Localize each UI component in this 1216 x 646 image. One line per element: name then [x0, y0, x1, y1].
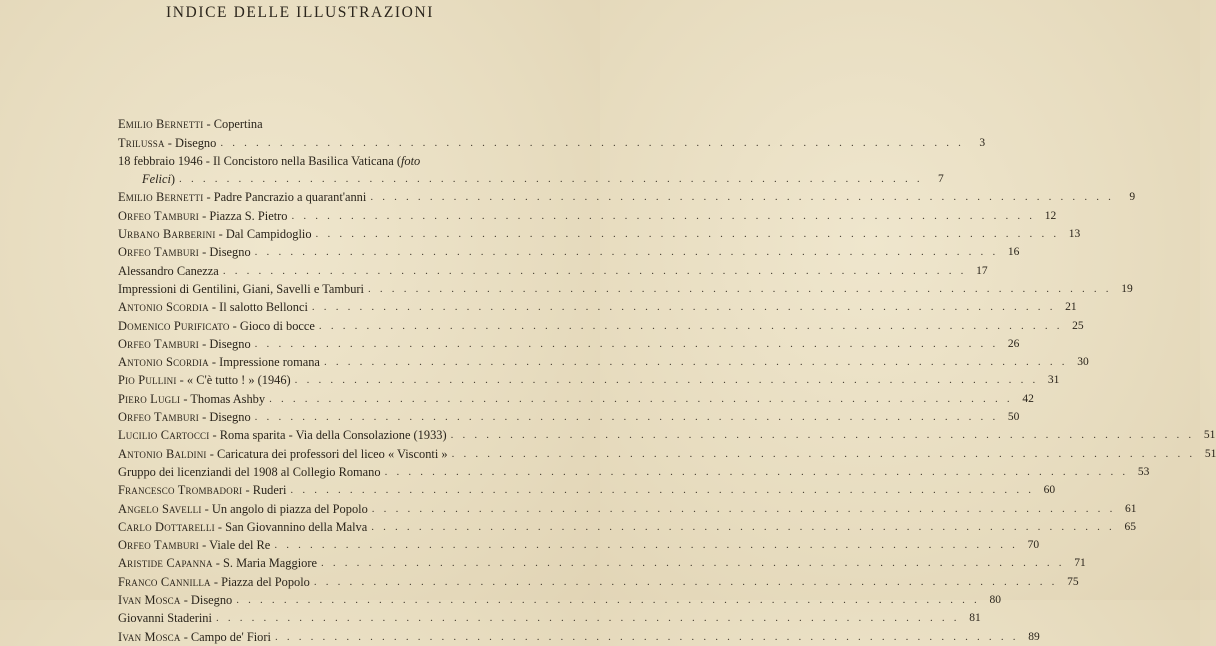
entry-author: Carlo Dottarelli [118, 519, 215, 534]
entry-author: Trilussa [118, 135, 165, 150]
entry-author: Domenico Purificato [118, 318, 230, 333]
entry-title-italic: foto [400, 153, 421, 168]
entry-text [118, 225, 312, 243]
leader-dots [451, 426, 1195, 444]
entry-separator: - [199, 208, 210, 223]
entry-separator: - [203, 117, 214, 132]
index-entry [118, 225, 1081, 243]
entry-author: Ivan Mosca [118, 593, 181, 608]
index-entry [118, 518, 1136, 536]
index-entry [118, 316, 1084, 334]
entry-author: Orfeo Tamburi [118, 208, 200, 223]
entry-separator: - [180, 593, 191, 608]
index-entry [118, 389, 1034, 407]
page-number: 65 [1124, 520, 1136, 533]
leader-dots [316, 225, 1060, 243]
entry-title: Giovanni Staderini [118, 611, 212, 626]
page-number: 70 [1027, 539, 1040, 552]
entry-text [118, 518, 367, 536]
entry-text [118, 243, 251, 261]
entry-text [118, 170, 175, 188]
page-number: 51 [1203, 429, 1216, 442]
entry-separator: - [176, 373, 187, 388]
entry-separator: - [164, 135, 176, 150]
entry-author: Francesco Trombadori [118, 483, 243, 498]
entry-text [118, 536, 270, 554]
page-title: INDICE DELLE ILLUSTRAZIONI [165, 4, 435, 21]
entry-separator: - [199, 538, 210, 553]
entry-title: Thomas Ashby [190, 391, 266, 406]
leader-dots [368, 280, 1112, 298]
entry-text [118, 335, 251, 353]
entry-text [118, 353, 320, 371]
entry-separator: - [214, 519, 226, 534]
page-number: 75 [1067, 575, 1079, 588]
entry-author: Angelo Savelli [118, 501, 202, 516]
entry-text [118, 115, 263, 133]
leader-dots [220, 134, 964, 152]
entry-title: Gruppo dei licenziandi del 1908 al Collegio Romano [118, 464, 381, 479]
index-entry [118, 206, 1057, 224]
leader-dots [255, 335, 999, 353]
entry-text [118, 317, 315, 335]
entry-text [118, 188, 366, 206]
entry-title: Roma sparita - Via della Consolazione (1933) [219, 428, 447, 443]
leader-dots [372, 500, 1116, 518]
entry-author: Ivan Mosca [118, 629, 181, 644]
entry-author: Orfeo Tamburi [118, 410, 200, 425]
entry-text [118, 262, 219, 280]
leader-dots [255, 408, 999, 426]
page-number: 17 [976, 264, 988, 277]
entry-separator: - [208, 300, 220, 315]
entry-separator: - [199, 410, 210, 425]
entry-text [118, 463, 381, 481]
page-number: 81 [969, 612, 981, 625]
entry-text [118, 152, 420, 170]
entry-text [118, 280, 364, 298]
page-number: 89 [1028, 630, 1040, 643]
page-number: 31 [1047, 374, 1060, 387]
leader-dots [255, 243, 999, 261]
entry-title: Alessandro Canezza [118, 263, 219, 278]
index-entry [118, 280, 1133, 298]
entry-separator: - [180, 391, 191, 406]
leader-dots [275, 628, 1019, 646]
leader-dots [370, 188, 1114, 206]
entry-title: « C'è tutto ! » (1946) [186, 373, 291, 388]
entry-title: Piazza S. Pietro [209, 208, 288, 223]
page-number: 19 [1121, 282, 1133, 295]
page-number: 3 [979, 136, 986, 149]
index-entry [118, 133, 986, 151]
entry-separator: - [209, 428, 220, 443]
entry-author: Orfeo Tamburi [118, 538, 200, 553]
leader-dots [291, 207, 1035, 225]
index-entry [118, 481, 1056, 499]
page-number: 51 [1204, 447, 1216, 460]
entry-text [118, 390, 265, 408]
entry-text [118, 609, 212, 627]
entry-separator: - [199, 336, 210, 351]
entry-text [118, 371, 291, 389]
page-number: 25 [1072, 319, 1084, 332]
entry-author: Antonio Scordia [118, 300, 209, 315]
index-entry [118, 591, 1001, 609]
illustrations-index [118, 115, 1216, 646]
entry-author: Emilio Bernetti [118, 117, 204, 132]
entry-text [118, 628, 271, 646]
page-number: 21 [1065, 301, 1077, 314]
page-number: 9 [1129, 191, 1136, 204]
entry-title: Un angolo di piazza del Popolo [211, 501, 368, 516]
entry-title: Viale del Re [209, 538, 271, 553]
index-entry [118, 353, 1089, 371]
entry-author: Aristide Capanna [118, 556, 213, 571]
entry-title: Disegno [209, 410, 251, 425]
entry-title: Disegno [175, 135, 217, 150]
page-number: 12 [1044, 209, 1057, 222]
entry-title: S. Maria Maggiore [223, 556, 317, 571]
entry-title: Copertina [213, 117, 263, 132]
entry-text [118, 134, 216, 152]
leader-dots [269, 390, 1013, 408]
index-entry [118, 152, 488, 170]
entry-separator: - [203, 190, 214, 205]
leader-dots [223, 262, 967, 280]
leader-dots [321, 554, 1065, 572]
entry-separator: - [199, 245, 210, 260]
index-entry [118, 261, 988, 279]
entry-separator: - [215, 227, 226, 242]
entry-title: Impressione romana [219, 355, 320, 370]
index-entry [118, 627, 1040, 645]
index-entry [118, 463, 1150, 481]
index-entry [118, 444, 1216, 462]
entry-author: Pio Pullini [118, 373, 177, 388]
page-number: 42 [1022, 392, 1034, 405]
index-entry [118, 243, 1020, 261]
index-entry [118, 298, 1077, 316]
entry-title-italic: Felici [142, 172, 171, 187]
entry-author: Piero Lugli [118, 391, 181, 406]
entry-title: 18 febbraio 1946 - Il Concistoro nella Basilica Vaticana ( [118, 153, 401, 168]
entry-text [118, 426, 447, 444]
leader-dots [312, 298, 1056, 316]
entry-separator: - [180, 629, 191, 644]
index-entry [118, 554, 1086, 572]
leader-dots [385, 463, 1129, 481]
leader-dots [319, 317, 1063, 335]
entry-title: Padre Pancrazio a quarant'anni [213, 190, 367, 205]
entry-title: Disegno [190, 593, 233, 608]
entry-text [118, 298, 308, 316]
leader-dots [216, 609, 960, 627]
page-number: 53 [1137, 465, 1150, 478]
index-entry [118, 426, 1216, 444]
entry-title: San Giovannino della Malva [225, 519, 368, 534]
entry-text [118, 554, 317, 572]
page-number: 7 [938, 173, 944, 186]
page-number: 16 [1007, 246, 1020, 259]
leader-dots [179, 170, 923, 188]
index-entry [118, 408, 1020, 426]
entry-separator: - [208, 355, 220, 370]
entry-author: Antonio Baldini [118, 446, 207, 461]
page-number: 50 [1007, 411, 1020, 424]
entry-title: Disegno [209, 245, 251, 260]
index-entry [118, 170, 944, 188]
entry-separator: - [229, 318, 240, 333]
leader-dots [314, 573, 1058, 591]
entry-author: Antonio Scordia [118, 355, 209, 370]
entry-title: Piazza del Popolo [221, 574, 310, 589]
index-entry [118, 609, 981, 627]
entry-author: Orfeo Tamburi [118, 336, 200, 351]
entry-author: Franco Cannilla [118, 574, 211, 589]
entry-title: Dal Campidoglio [225, 227, 312, 242]
leader-dots [295, 371, 1039, 389]
entry-title: Campo de' Fiori [190, 629, 271, 644]
index-entry [118, 536, 1040, 554]
entry-text [118, 445, 448, 463]
entry-title: Ruderi [252, 483, 287, 498]
page-number: 26 [1007, 337, 1020, 350]
leader-dots [274, 536, 1018, 554]
entry-title: Impressioni di Gentilini, Giani, Savelli e Tamburi [118, 281, 364, 296]
entry-author: Lucilio Cartocci [118, 428, 210, 443]
index-entry [118, 335, 1020, 353]
leader-dots [324, 353, 1068, 371]
entry-title-suffix: ) [170, 172, 176, 187]
entry-separator: - [201, 501, 212, 516]
index-entry [118, 188, 1136, 206]
entry-separator: - [206, 446, 217, 461]
entry-author: Emilio Bernetti [118, 190, 204, 205]
entry-text [118, 500, 368, 518]
index-entry [118, 115, 488, 133]
page-number: 61 [1125, 502, 1137, 515]
page-number: 80 [989, 594, 1001, 607]
entry-author: Urbano Barberini [118, 227, 216, 242]
leader-dots [236, 591, 980, 609]
leader-dots [371, 518, 1115, 536]
entry-separator: - [242, 483, 253, 498]
entry-text [118, 481, 286, 499]
entry-title: Il salotto Bellonci [219, 300, 308, 315]
index-entry [118, 371, 1060, 389]
entry-text [118, 573, 310, 591]
leader-dots [290, 481, 1034, 499]
page-number: 13 [1068, 228, 1081, 241]
entry-text [118, 591, 232, 609]
entry-title: Disegno [209, 336, 251, 351]
entry-author: Orfeo Tamburi [118, 245, 200, 260]
entry-separator: - [212, 556, 224, 571]
entry-title: Gioco di bocce [239, 318, 315, 333]
entry-text [118, 207, 287, 225]
index-entry [118, 572, 1079, 590]
page-number: 71 [1074, 557, 1086, 570]
leader-dots [452, 445, 1196, 463]
entry-separator: - [210, 574, 222, 589]
entry-title: Caricatura dei professori del liceo « Visconti » [216, 446, 448, 461]
page-number: 30 [1077, 356, 1089, 369]
page-number: 60 [1043, 484, 1056, 497]
index-entry [118, 499, 1137, 517]
entry-text [118, 408, 251, 426]
